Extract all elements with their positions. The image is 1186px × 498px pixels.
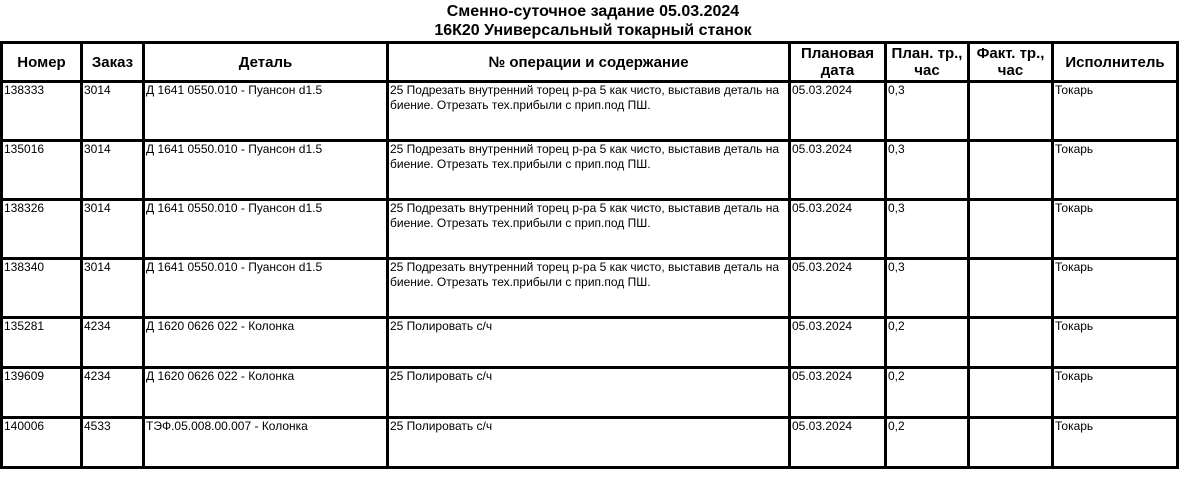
cell-part: Д 1641 0550.010 - Пуансон d1.5 — [144, 141, 388, 200]
cell-operation: 25 Полировать с/ч — [388, 368, 790, 418]
cell-part: Д 1641 0550.010 - Пуансон d1.5 — [144, 200, 388, 259]
cell-executor: Токарь — [1053, 318, 1178, 368]
cell-date: 05.03.2024 — [790, 418, 886, 468]
column-header-executor: Исполнитель — [1053, 43, 1178, 82]
cell-fact-hours — [969, 82, 1053, 141]
cell-executor: Токарь — [1053, 141, 1178, 200]
table-row — [2, 141, 1178, 200]
cell-operation: 25 Полировать с/ч — [388, 318, 790, 368]
table-row — [2, 318, 1178, 368]
cell-part: Д 1620 0626 022 - Колонка — [144, 318, 388, 368]
page-header — [0, 0, 1186, 40]
column-header-plan-hours: План. тр., час — [886, 43, 969, 82]
cell-date: 05.03.2024 — [790, 259, 886, 318]
cell-part: ТЭФ.05.008.00.007 - Колонка — [144, 418, 388, 468]
table-row — [2, 82, 1178, 141]
cell-part: Д 1620 0626 022 - Колонка — [144, 368, 388, 418]
cell-part: Д 1641 0550.010 - Пуансон d1.5 — [144, 82, 388, 141]
table-row — [2, 259, 1178, 318]
cell-date: 05.03.2024 — [790, 141, 886, 200]
cell-fact-hours — [969, 200, 1053, 259]
cell-plan-hours: 0,3 — [886, 259, 969, 318]
cell-date: 05.03.2024 — [790, 82, 886, 141]
cell-fact-hours — [969, 259, 1053, 318]
cell-operation: 25 Подрезать внутренний торец р-ра 5 как чисто, выставив деталь на биение. Отрезать тех.прибыли с прип.под ПШ. — [388, 200, 790, 259]
cell-operation: 25 Подрезать внутренний торец р-ра 5 как чисто, выставив деталь на биение. Отрезать тех.прибыли с прип.под ПШ. — [388, 259, 790, 318]
cell-executor: Токарь — [1053, 368, 1178, 418]
cell-number: 138333 — [2, 82, 82, 141]
cell-number: 138340 — [2, 259, 82, 318]
cell-fact-hours — [969, 418, 1053, 468]
table-row — [2, 368, 1178, 418]
cell-plan-hours: 0,2 — [886, 368, 969, 418]
cell-order: 3014 — [82, 141, 144, 200]
page-title: Сменно-суточное задание 05.03.2024 — [446, 3, 740, 20]
cell-number: 135016 — [2, 141, 82, 200]
column-header-order: Заказ — [82, 43, 144, 82]
cell-number: 140006 — [2, 418, 82, 468]
table-header-row — [2, 43, 1178, 82]
column-header-planned-date: Плановая дата — [790, 43, 886, 82]
cell-order: 4533 — [82, 418, 144, 468]
cell-fact-hours — [969, 318, 1053, 368]
cell-date: 05.03.2024 — [790, 200, 886, 259]
cell-plan-hours: 0,3 — [886, 200, 969, 259]
table-row — [2, 418, 1178, 468]
cell-operation: 25 Подрезать внутренний торец р-ра 5 как чисто, выставив деталь на биение. Отрезать тех.прибыли с прип.под ПШ. — [388, 82, 790, 141]
cell-executor: Токарь — [1053, 418, 1178, 468]
cell-order: 3014 — [82, 259, 144, 318]
cell-number: 138326 — [2, 200, 82, 259]
cell-operation: 25 Полировать с/ч — [388, 418, 790, 468]
cell-executor: Токарь — [1053, 200, 1178, 259]
cell-order: 3014 — [82, 82, 144, 141]
cell-plan-hours: 0,3 — [886, 141, 969, 200]
cell-order: 3014 — [82, 200, 144, 259]
column-header-number: Номер — [2, 43, 82, 82]
cell-number: 135281 — [2, 318, 82, 368]
cell-fact-hours — [969, 141, 1053, 200]
column-header-fact-hours: Факт. тр., час — [969, 43, 1053, 82]
cell-operation: 25 Подрезать внутренний торец р-ра 5 как чисто, выставив деталь на биение. Отрезать тех.прибыли с прип.под ПШ. — [388, 141, 790, 200]
cell-date: 05.03.2024 — [790, 368, 886, 418]
cell-plan-hours: 0,3 — [886, 82, 969, 141]
cell-executor: Токарь — [1053, 82, 1178, 141]
cell-executor: Токарь — [1053, 259, 1178, 318]
cell-number: 139609 — [2, 368, 82, 418]
cell-part: Д 1641 0550.010 - Пуансон d1.5 — [144, 259, 388, 318]
machine-subtitle: 16К20 Универсальный токарный станок — [434, 22, 752, 39]
cell-fact-hours — [969, 368, 1053, 418]
table-row — [2, 200, 1178, 259]
cell-order: 4234 — [82, 368, 144, 418]
cell-plan-hours: 0,2 — [886, 418, 969, 468]
column-header-part: Деталь — [144, 43, 388, 82]
column-header-operation: № операции и содержание — [388, 43, 790, 82]
cell-date: 05.03.2024 — [790, 318, 886, 368]
cell-plan-hours: 0,2 — [886, 318, 969, 368]
task-table — [0, 41, 1179, 469]
cell-order: 4234 — [82, 318, 144, 368]
